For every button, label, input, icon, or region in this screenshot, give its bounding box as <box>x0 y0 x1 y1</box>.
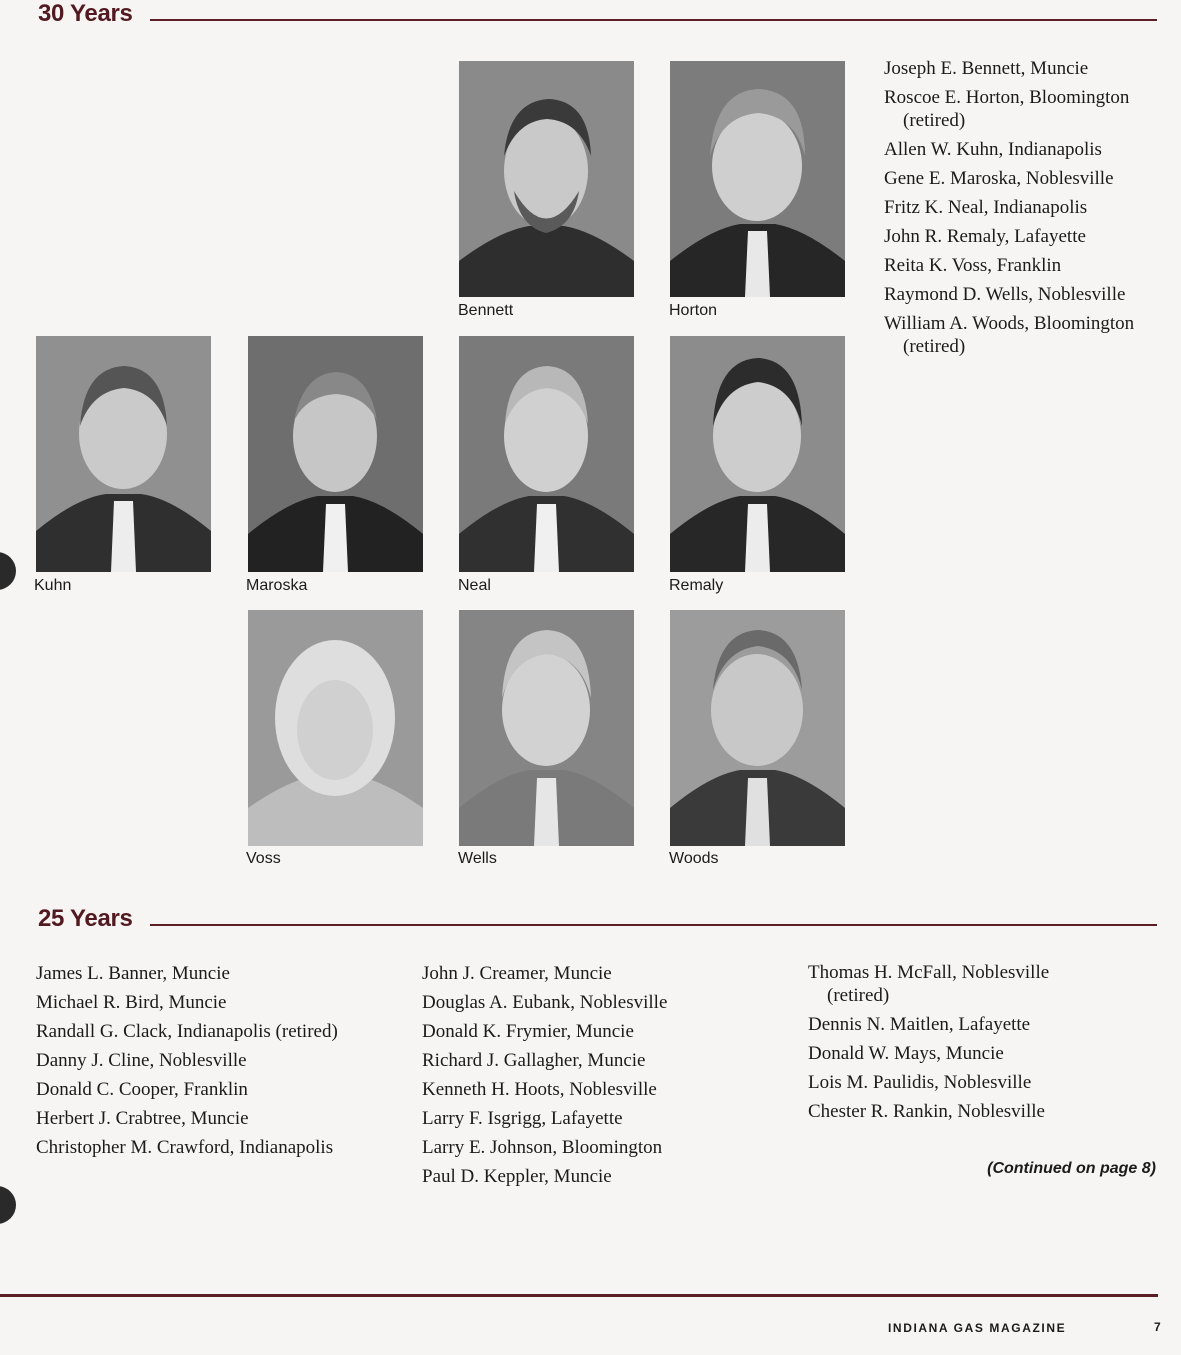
heading-rule <box>150 19 1157 21</box>
page-number: 7 <box>1154 1320 1161 1334</box>
list-item: Christopher M. Crawford, Indianapolis <box>36 1137 334 1158</box>
portrait-photo <box>670 610 845 846</box>
photo-caption: Horton <box>669 302 718 319</box>
list-item: Donald K. Frymier, Muncie <box>422 1021 634 1042</box>
list-item: Danny J. Cline, Noblesville <box>36 1050 247 1071</box>
portrait-photo <box>670 336 845 572</box>
list-item: Thomas H. McFall, Noblesville (retired) <box>808 962 1050 1006</box>
footer-rule <box>0 1294 1158 1297</box>
list-item: William A. Woods, Bloomington (retired) <box>884 313 1135 357</box>
list-item: Herbert J. Crabtree, Muncie <box>36 1108 249 1129</box>
photo-caption: Neal <box>458 577 491 594</box>
portrait-photo <box>459 610 634 846</box>
photo-caption: Kuhn <box>34 577 72 594</box>
portrait-photo <box>248 336 423 572</box>
list-item: Paul D. Keppler, Muncie <box>422 1166 612 1187</box>
list-item: Joseph E. Bennett, Muncie <box>884 58 1089 79</box>
list-item: Larry E. Johnson, Bloomington <box>422 1137 663 1158</box>
list-item: Donald C. Cooper, Franklin <box>36 1079 248 1100</box>
continued-note: (Continued on page 8) <box>987 1160 1156 1177</box>
portrait-photo <box>459 61 634 297</box>
list-item: Reita K. Voss, Franklin <box>884 255 1062 276</box>
section-heading-30-years: 30 Years <box>38 0 133 27</box>
list-item: Larry F. Isgrigg, Lafayette <box>422 1108 623 1129</box>
list-item: John J. Creamer, Muncie <box>422 963 612 984</box>
portrait-photo <box>459 336 634 572</box>
list-item: Donald W. Mays, Muncie <box>808 1043 1004 1064</box>
list-item: Richard J. Gallagher, Muncie <box>422 1050 646 1071</box>
list-item: Randall G. Clack, Indianapolis (retired) <box>36 1021 338 1042</box>
names-column-1 <box>36 962 406 1165</box>
photo-caption: Maroska <box>246 577 308 594</box>
magazine-name: INDIANA GAS MAGAZINE <box>888 1321 1067 1335</box>
photo-caption: Voss <box>246 850 281 867</box>
list-item: Douglas A. Eubank, Noblesville <box>422 992 668 1013</box>
names-list-30-years <box>884 57 1174 364</box>
list-item: Lois M. Paulidis, Noblesville <box>808 1072 1032 1093</box>
portrait-photo <box>36 336 211 572</box>
heading-rule <box>150 924 1157 926</box>
list-item: Allen W. Kuhn, Indianapolis <box>884 139 1102 160</box>
portrait-photo <box>670 61 845 297</box>
list-item: Michael R. Bird, Muncie <box>36 992 227 1013</box>
list-item: Fritz K. Neal, Indianapolis <box>884 197 1088 218</box>
photo-caption: Woods <box>669 850 719 867</box>
binder-hole-bottom <box>0 1186 16 1224</box>
names-column-3 <box>808 961 1108 1129</box>
list-item: Chester R. Rankin, Noblesville <box>808 1101 1045 1122</box>
photo-caption: Remaly <box>669 577 724 594</box>
list-item: Raymond D. Wells, Noblesville <box>884 284 1126 305</box>
list-item: Gene E. Maroska, Noblesville <box>884 168 1114 189</box>
photo-caption: Bennett <box>458 302 514 319</box>
photo-caption: Wells <box>458 850 497 867</box>
list-item: John R. Remaly, Lafayette <box>884 226 1086 247</box>
list-item: James L. Banner, Muncie <box>36 963 230 984</box>
portrait-photo <box>248 610 423 846</box>
list-item: Kenneth H. Hoots, Noblesville <box>422 1079 657 1100</box>
names-column-2 <box>422 962 792 1194</box>
list-item: Dennis N. Maitlen, Lafayette <box>808 1014 1031 1035</box>
binder-hole-top <box>0 552 16 590</box>
list-item: Roscoe E. Horton, Bloomington (retired) <box>884 87 1130 131</box>
section-heading-25-years: 25 Years <box>38 905 133 932</box>
